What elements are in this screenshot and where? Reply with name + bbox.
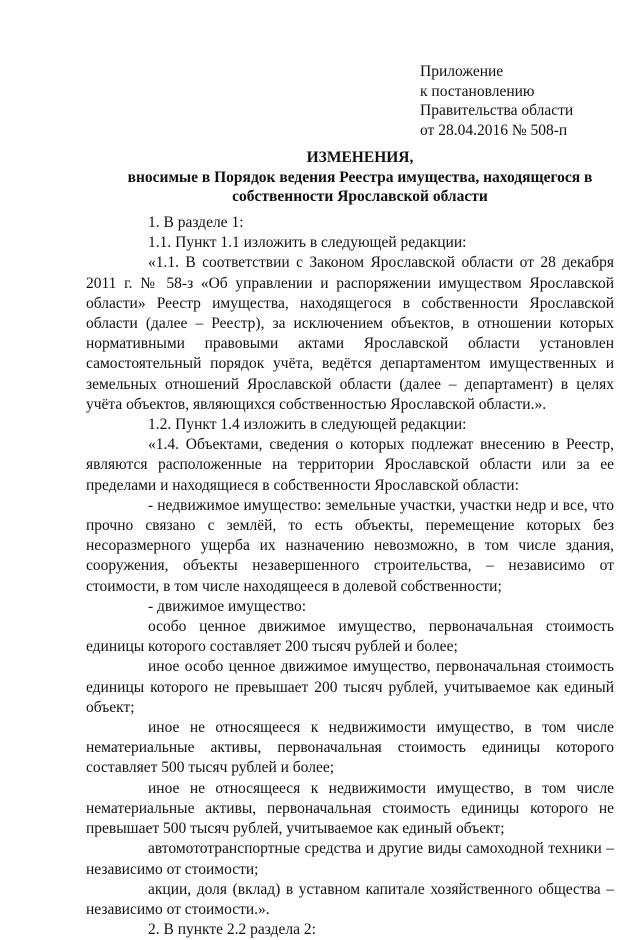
title-subtitle-line: вносимые в Порядок ведения Реестра имущества, находящегося в	[127, 168, 593, 186]
approval-date-line: от 28.04.2016 № 508-п	[420, 121, 568, 139]
paragraph-other-over-500k: иное не относящееся к недвижимости имущество, в том числе нематериальные активы, первоначальная стоимость единицы которого составляет 500 тысяч рублей и более;	[86, 719, 614, 777]
paragraph-clause-1-4: «1.4. Объектами, сведения о которых подлежат внесению в Реестр, являются расположенные на территории Ярославской области или за ее пределами и находящиеся в собственности Ярославской области:	[86, 436, 614, 494]
paragraph-valuable-under-200k: иное особо ценное движимое имущество, первоначальная стоимость единицы которого не превышает 200 тысяч рублей, учитываемое как единый объект;	[86, 658, 614, 716]
document-title	[0, 148, 640, 207]
title-heading: ИЗМЕНЕНИЯ,	[306, 149, 414, 166]
paragraph-section-2: 2. В пункте 2.2 раздела 2:	[148, 921, 316, 939]
paragraph-item-1-2: 1.2. Пункт 1.4 изложить в следующей редакции:	[148, 416, 467, 434]
paragraph-movable-property: - движимое имущество:	[148, 597, 307, 615]
approval-line: к постановлению	[420, 82, 535, 100]
approval-line: Правительства области	[420, 102, 574, 120]
document-body	[86, 213, 614, 940]
paragraph-section-1: 1. В разделе 1:	[148, 214, 244, 231]
paragraph-vehicles: автомототранспортные средства и другие виды самоходной техники – независимо от стоимости;	[86, 840, 614, 878]
title-subtitle-line: собственности Ярославской области	[232, 188, 488, 206]
paragraph-item-1-1: 1.1. Пункт 1.1 изложить в следующей редакции:	[148, 234, 467, 252]
paragraph-other-under-500k: иное не относящееся к недвижимости имущество, в том числе нематериальные активы, первоначальная стоимость единицы которого не превышает 500 тысяч рублей, учитываемое как единый объект;	[86, 779, 614, 838]
approval-block	[420, 62, 573, 140]
approval-line: Приложение	[420, 63, 504, 80]
paragraph-valuable-over-200k: особо ценное движимое имущество, первоначальная стоимость единицы которого составляет 200 тысяч рублей и более;	[86, 618, 614, 656]
paragraph-clause-1-1: «1.1. В соответствии с Законом Ярославской области от 28 декабря 2011 г. № 58-з «Об управлении и распоряжении имуществом Ярославской области» Реестр имущества, находящегося в собственности Ярославской области (далее – Реестр), за исключением объектов, в отношении которых нормативными правовыми актами Ярославской области установлен самостоятельный порядок учёта, ведётся департаментом имущественных и земельных отношений Ярославской области (далее – департамент) в целях учёта объектов, являющихся собственностью Ярославской области.».	[86, 254, 614, 413]
paragraph-shares: акции, доля (вклад) в уставном капитале хозяйственного общества – независимо от стоимости.».	[86, 880, 614, 918]
paragraph-real-estate: - недвижимое имущество: земельные участки, участки недр и все, что прочно связано с землёй, то есть объекты, перемещение которых без несоразмерного ущерба их назначению невозможно, в том числе здания, сооружения, объекты незавершенного строительства, – независимо от стоимости, в том числе находящееся в долевой собственности;	[86, 496, 614, 595]
